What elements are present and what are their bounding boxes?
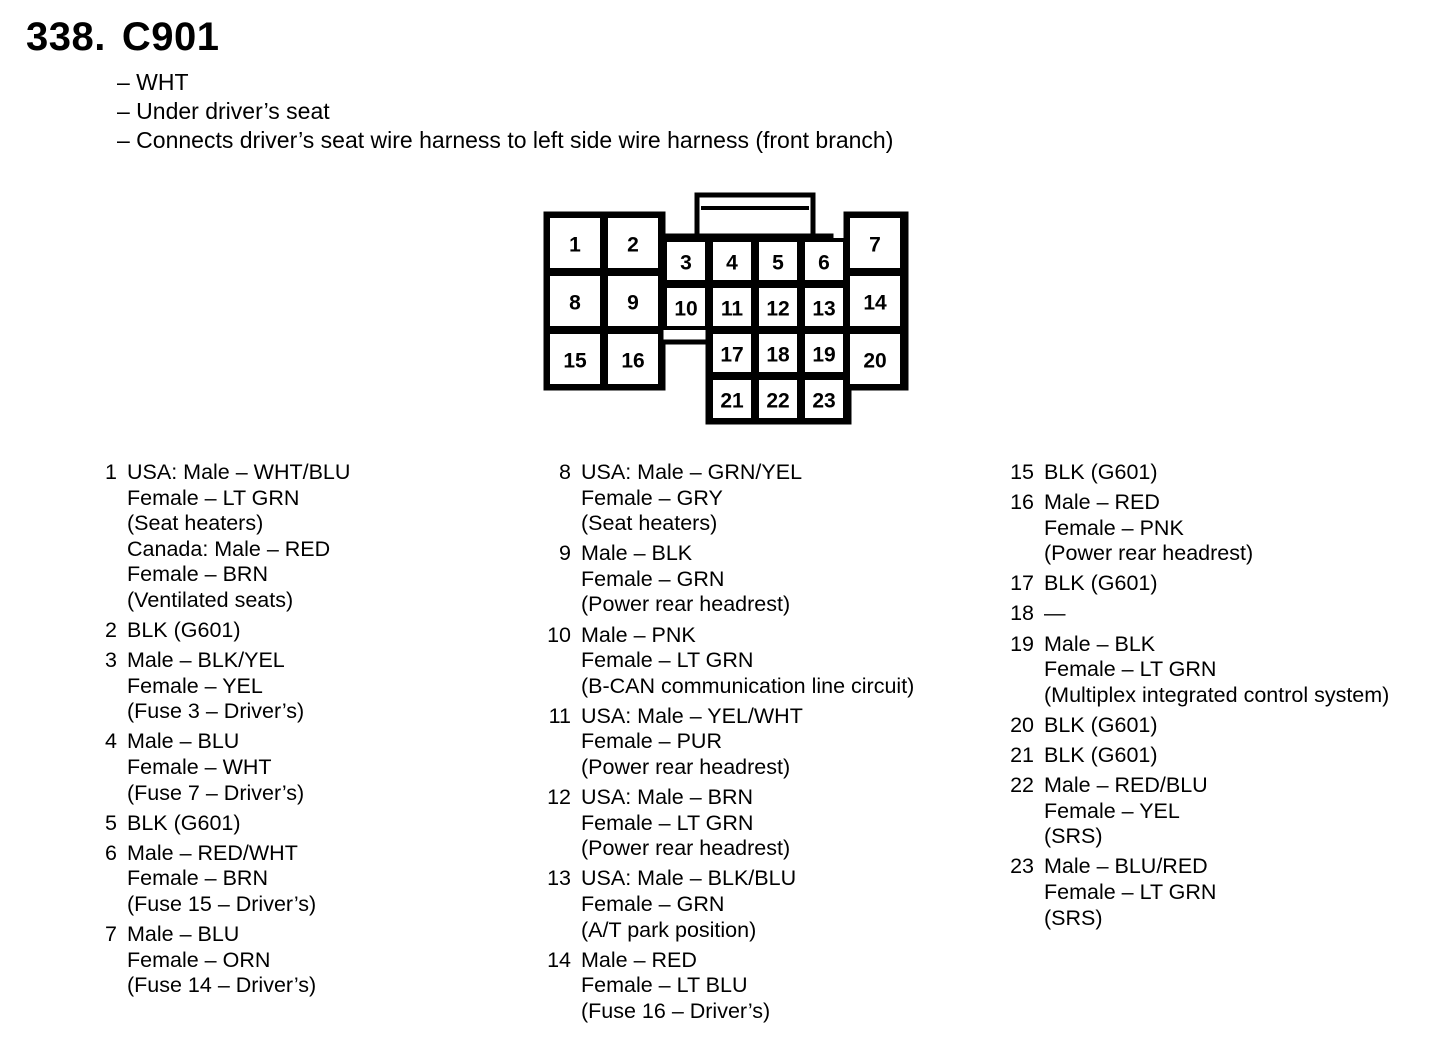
description-location: – Under driver’s seat bbox=[117, 98, 330, 124]
cavity-15 bbox=[548, 332, 602, 386]
cavity-label: 5 bbox=[772, 251, 784, 275]
cavity-11 bbox=[711, 286, 753, 328]
pin-entry-19 bbox=[1003, 632, 1389, 709]
pin-number: 1 bbox=[105, 460, 117, 484]
pin-detail-line: Female – LT BLU bbox=[581, 973, 748, 998]
pin-entry-1 bbox=[86, 460, 350, 614]
cavity-23 bbox=[803, 378, 845, 420]
cavity-6 bbox=[803, 240, 845, 282]
pin-detail-line: Female – LT GRN bbox=[581, 648, 754, 673]
cavity-label: 15 bbox=[563, 349, 587, 373]
pin-detail-line: — bbox=[1044, 601, 1066, 626]
pin-detail-line: Male – BLU/RED bbox=[1044, 854, 1208, 879]
cavity-label: 1 bbox=[569, 233, 581, 257]
pin-detail-line: Male – BLK/YEL bbox=[127, 648, 285, 673]
cavity-label: 22 bbox=[766, 389, 790, 413]
pin-number: 13 bbox=[547, 866, 571, 891]
cavity-label: 20 bbox=[863, 349, 887, 373]
pin-number: 15 bbox=[1010, 460, 1034, 484]
cavity-label: 9 bbox=[627, 291, 639, 315]
pin-detail-line: (Fuse 3 – Driver’s) bbox=[127, 699, 305, 724]
pin-detail-line: Female – PNK bbox=[1044, 515, 1184, 540]
pin-number: 23 bbox=[1010, 854, 1034, 879]
pin-entry-2 bbox=[86, 618, 350, 644]
pin-detail-line: (Fuse 16 – Driver’s) bbox=[581, 998, 771, 1023]
pin-detail-line: Male – BLU bbox=[127, 729, 240, 754]
pin-entry-3 bbox=[86, 648, 350, 725]
cavity-label: 4 bbox=[726, 251, 738, 275]
pin-detail-line: (Fuse 7 – Driver’s) bbox=[127, 780, 305, 805]
cavity-label: 11 bbox=[720, 297, 744, 321]
cavity-1 bbox=[548, 216, 602, 270]
pin-detail-line: (Multiplex integrated control system) bbox=[1044, 682, 1390, 707]
pin-detail-line: Female – WHT bbox=[127, 755, 272, 780]
connector-name: C901 bbox=[121, 15, 220, 59]
cavity-label: 12 bbox=[766, 297, 790, 321]
pin-detail-line: (SRS) bbox=[1044, 824, 1103, 849]
connector-description bbox=[117, 68, 893, 155]
pin-detail-line: (Power rear headrest) bbox=[581, 755, 791, 780]
pin-detail-line: Male – BLU bbox=[127, 922, 240, 947]
pin-detail-line: Female – GRN bbox=[581, 892, 725, 916]
cavity-label: 6 bbox=[818, 251, 830, 275]
connector-latch bbox=[697, 195, 813, 240]
cavity-9 bbox=[606, 274, 660, 328]
pin-detail-line: Male – RED bbox=[1044, 490, 1160, 515]
pin-list-column-2 bbox=[540, 460, 914, 1029]
pin-detail-line: USA: Male – YEL/WHT bbox=[581, 703, 803, 728]
pin-entry-14 bbox=[540, 948, 914, 1025]
pin-number: 18 bbox=[1010, 601, 1034, 626]
cavity-label: 8 bbox=[569, 291, 581, 315]
pin-detail-line: Female – GRN bbox=[581, 566, 725, 591]
pin-detail-line: Female – PUR bbox=[581, 729, 722, 754]
pin-detail-line: Female – YEL bbox=[127, 673, 263, 698]
pin-entry-17 bbox=[1003, 571, 1389, 597]
pin-number: 17 bbox=[1010, 571, 1034, 596]
pin-entry-9 bbox=[540, 541, 914, 618]
connector-face-diagram bbox=[540, 190, 912, 430]
pin-number: 12 bbox=[547, 785, 571, 810]
pin-detail-line: Male – BLK bbox=[1044, 631, 1156, 656]
cavity-label: 23 bbox=[812, 389, 836, 413]
pin-number: 14 bbox=[547, 947, 571, 972]
cavity-8 bbox=[548, 274, 602, 328]
pin-detail-line: Male – BLK bbox=[581, 541, 693, 566]
cavity-18 bbox=[757, 332, 799, 374]
pin-list-column-1 bbox=[86, 460, 350, 1003]
pin-number: 19 bbox=[1010, 631, 1034, 656]
pin-entry-7 bbox=[86, 922, 350, 999]
pin-detail-line: (B-CAN communication line circuit) bbox=[581, 673, 915, 698]
pin-detail-line: (Power rear headrest) bbox=[581, 836, 791, 861]
pin-entry-5 bbox=[86, 811, 350, 837]
pin-detail-line: Female – BRN bbox=[127, 562, 268, 587]
cavity-label: 2 bbox=[627, 233, 639, 257]
pin-detail-line: (Seat heaters) bbox=[581, 511, 718, 536]
pin-detail-line: Male – RED/BLU bbox=[1044, 773, 1208, 798]
cavity-2 bbox=[606, 216, 660, 270]
pin-number: 20 bbox=[1010, 712, 1034, 737]
pin-detail-line: (Fuse 15 – Driver’s) bbox=[127, 892, 317, 916]
description-color: – WHT bbox=[117, 69, 189, 95]
pin-entry-13 bbox=[540, 866, 914, 943]
cavity-7 bbox=[848, 216, 902, 270]
pin-detail-line: USA: Male – WHT/BLU bbox=[127, 460, 351, 484]
cavity-14 bbox=[848, 274, 902, 328]
pin-entry-6 bbox=[86, 841, 350, 918]
pin-entry-4 bbox=[86, 729, 350, 806]
cavity-12 bbox=[757, 286, 799, 328]
pin-list-column-3 bbox=[1003, 460, 1389, 936]
cavity-label: 3 bbox=[680, 251, 692, 275]
cavity-label: 7 bbox=[869, 233, 881, 257]
cavity-16 bbox=[606, 332, 660, 386]
cavity-label: 16 bbox=[621, 349, 645, 373]
cavity-19 bbox=[803, 332, 845, 374]
cavity-3 bbox=[665, 240, 707, 282]
cavity-20 bbox=[848, 332, 902, 386]
cavity-10 bbox=[665, 286, 707, 328]
pin-detail-line: USA: Male – GRN/YEL bbox=[581, 460, 803, 484]
cavity-label: 14 bbox=[863, 291, 887, 315]
cavity-17 bbox=[711, 332, 753, 374]
pin-detail-line: (SRS) bbox=[1044, 905, 1103, 930]
pin-entry-11 bbox=[540, 704, 914, 781]
pin-detail-line: Male – RED/WHT bbox=[127, 840, 298, 865]
pin-entry-18 bbox=[1003, 601, 1389, 627]
cavity-label: 17 bbox=[720, 343, 744, 367]
pin-detail-line: BLK (G601) bbox=[1044, 460, 1158, 484]
pin-detail-line: BLK (G601) bbox=[127, 810, 241, 835]
cavity-4 bbox=[711, 240, 753, 282]
pin-entry-22 bbox=[1003, 773, 1389, 850]
pin-number: 7 bbox=[105, 922, 117, 947]
pin-detail-line: Female – YEL bbox=[1044, 798, 1180, 823]
pin-number: 10 bbox=[547, 622, 571, 647]
section-number: 338. bbox=[26, 15, 106, 59]
pin-detail-line: (Fuse 14 – Driver’s) bbox=[127, 973, 317, 998]
pin-detail-line: Female – GRY bbox=[581, 485, 723, 510]
pin-entry-15 bbox=[1003, 460, 1389, 486]
pin-detail-line: (Power rear headrest) bbox=[581, 592, 791, 617]
pin-detail-line: BLK (G601) bbox=[1044, 742, 1158, 767]
cavity-13 bbox=[803, 286, 845, 328]
pin-number: 11 bbox=[548, 703, 571, 728]
cavity-22 bbox=[757, 378, 799, 420]
pin-entry-16 bbox=[1003, 490, 1389, 567]
pin-detail-line: Female – LT GRN bbox=[1044, 879, 1217, 904]
pin-detail-line: USA: Male – BLK/BLU bbox=[581, 866, 797, 891]
pin-detail-line: (Power rear headrest) bbox=[1044, 541, 1254, 566]
cavity-label: 13 bbox=[812, 297, 836, 321]
pin-detail-line: Female – LT GRN bbox=[1044, 657, 1217, 682]
pin-entry-21 bbox=[1003, 743, 1389, 769]
pin-number: 22 bbox=[1010, 773, 1034, 798]
pin-detail-line: Male – RED bbox=[581, 947, 697, 972]
pin-detail-line: BLK (G601) bbox=[127, 618, 241, 643]
cavity-label: 19 bbox=[812, 343, 836, 367]
cavity-label: 21 bbox=[720, 389, 744, 413]
cavity-label: 18 bbox=[766, 343, 790, 367]
cavity-21 bbox=[711, 378, 753, 420]
pin-detail-line: BLK (G601) bbox=[1044, 571, 1158, 596]
pin-detail-line: Female – ORN bbox=[127, 947, 271, 972]
pin-detail-line: Canada: Male – RED bbox=[127, 536, 331, 561]
description-connection: – Connects driver’s seat wire harness to left side wire harness (front branch) bbox=[117, 127, 894, 153]
pin-number: 16 bbox=[1010, 490, 1034, 515]
pin-entry-8 bbox=[540, 460, 914, 537]
pin-entry-12 bbox=[540, 785, 914, 862]
pin-number: 4 bbox=[105, 729, 117, 754]
pin-number: 8 bbox=[559, 460, 571, 484]
pin-detail-line: (Ventilated seats) bbox=[127, 587, 294, 612]
pin-number: 21 bbox=[1010, 742, 1034, 767]
pin-detail-line: (Seat heaters) bbox=[127, 511, 264, 536]
cavity-label: 10 bbox=[674, 297, 698, 321]
pin-number: 3 bbox=[105, 648, 117, 673]
pin-number: 2 bbox=[105, 618, 117, 643]
pin-number: 6 bbox=[105, 840, 117, 865]
pin-number: 5 bbox=[105, 810, 117, 835]
pin-detail-line: BLK (G601) bbox=[1044, 712, 1158, 737]
pin-detail-line: USA: Male – BRN bbox=[581, 785, 754, 810]
pin-number: 9 bbox=[559, 541, 571, 566]
pin-detail-line: Male – PNK bbox=[581, 622, 696, 647]
pin-detail-line: Female – LT GRN bbox=[127, 485, 300, 510]
pin-entry-20 bbox=[1003, 713, 1389, 739]
connector-title bbox=[26, 14, 219, 60]
pin-detail-line: (A/T park position) bbox=[581, 917, 757, 942]
pin-detail-line: Female – BRN bbox=[127, 866, 268, 891]
pin-detail-line: Female – LT GRN bbox=[581, 810, 754, 835]
pin-entry-23 bbox=[1003, 854, 1389, 931]
cavity-5 bbox=[757, 240, 799, 282]
pin-entry-10 bbox=[540, 623, 914, 700]
